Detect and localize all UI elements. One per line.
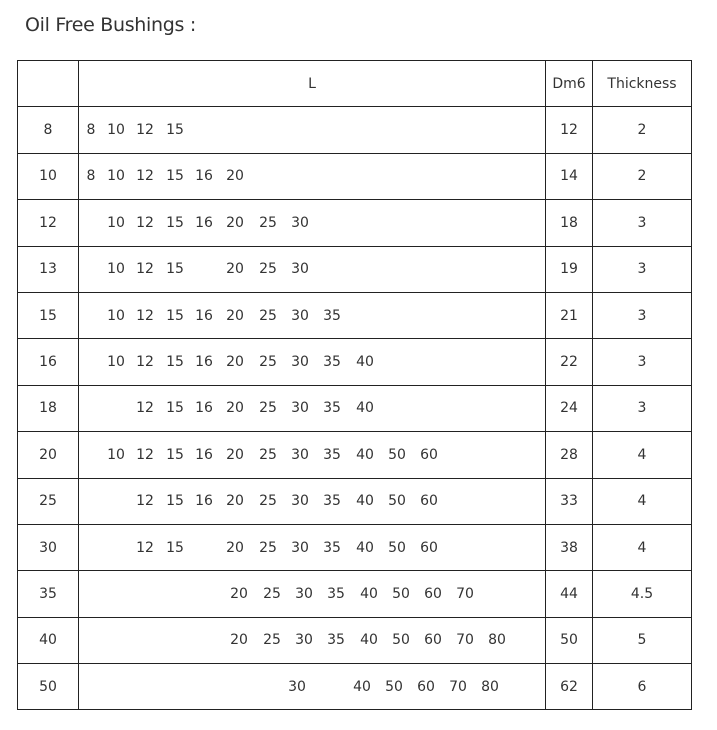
l-value: 8 [86, 168, 96, 185]
l-value: 10 [107, 122, 125, 139]
cell-thickness: 3 [593, 339, 692, 385]
l-value: 12 [136, 307, 154, 324]
cell-d: 18 [18, 386, 79, 432]
l-value: 35 [323, 307, 341, 324]
l-value: 10 [107, 307, 125, 324]
l-value: 80 [488, 632, 506, 649]
l-value: 20 [230, 585, 248, 602]
table-row [18, 339, 692, 385]
table-row [18, 432, 692, 478]
header-d [18, 61, 79, 107]
l-value: 35 [323, 539, 341, 556]
l-value: 35 [327, 585, 345, 602]
l-value: 30 [288, 678, 306, 695]
cell-thickness: 3 [593, 200, 692, 246]
l-value: 50 [385, 678, 403, 695]
l-value: 12 [136, 354, 154, 371]
cell-dm6: 12 [546, 107, 593, 153]
l-value: 50 [388, 539, 406, 556]
l-value: 40 [356, 354, 374, 371]
l-value: 60 [420, 493, 438, 510]
l-value: 30 [291, 493, 309, 510]
l-value: 30 [295, 585, 313, 602]
table-row [18, 571, 692, 617]
l-value: 12 [136, 400, 154, 417]
l-value: 20 [226, 168, 244, 185]
l-value: 20 [226, 354, 244, 371]
cell-d: 25 [18, 479, 79, 525]
l-value: 60 [417, 678, 435, 695]
cell-l [79, 571, 546, 617]
l-value: 15 [166, 539, 184, 556]
table-row [18, 525, 692, 571]
l-value: 25 [263, 632, 281, 649]
cell-dm6: 22 [546, 339, 593, 385]
l-value: 30 [291, 539, 309, 556]
l-value: 12 [136, 446, 154, 463]
cell-dm6: 62 [546, 664, 593, 710]
table-row [18, 107, 692, 153]
cell-dm6: 28 [546, 432, 593, 478]
l-value: 16 [195, 400, 213, 417]
l-value: 20 [226, 539, 244, 556]
cell-thickness: 2 [593, 154, 692, 200]
cell-d: 10 [18, 154, 79, 200]
l-value: 16 [195, 307, 213, 324]
l-value: 16 [195, 493, 213, 510]
l-value: 10 [107, 354, 125, 371]
cell-thickness: 3 [593, 293, 692, 339]
l-value: 12 [136, 168, 154, 185]
cell-dm6: 44 [546, 571, 593, 617]
cell-l [79, 293, 546, 339]
l-value: 20 [226, 307, 244, 324]
header-row [18, 61, 692, 107]
l-value: 40 [356, 493, 374, 510]
table-row [18, 386, 692, 432]
cell-l [79, 432, 546, 478]
cell-d: 16 [18, 339, 79, 385]
cell-dm6: 38 [546, 525, 593, 571]
l-value: 16 [195, 168, 213, 185]
l-value: 15 [166, 168, 184, 185]
l-value: 20 [226, 261, 244, 278]
cell-l [79, 386, 546, 432]
cell-thickness: 2 [593, 107, 692, 153]
cell-dm6: 19 [546, 247, 593, 293]
l-value: 15 [166, 493, 184, 510]
l-value: 15 [166, 261, 184, 278]
l-value: 12 [136, 214, 154, 231]
l-value: 20 [230, 632, 248, 649]
cell-thickness: 3 [593, 247, 692, 293]
cell-thickness: 4 [593, 525, 692, 571]
l-value: 30 [291, 307, 309, 324]
table-row [18, 293, 692, 339]
cell-dm6: 33 [546, 479, 593, 525]
cell-d: 50 [18, 664, 79, 710]
cell-l [79, 107, 546, 153]
cell-l [79, 618, 546, 664]
l-value: 15 [166, 400, 184, 417]
cell-thickness: 4 [593, 479, 692, 525]
l-value: 30 [291, 214, 309, 231]
cell-d: 30 [18, 525, 79, 571]
l-value: 40 [356, 400, 374, 417]
l-value: 10 [107, 261, 125, 278]
cell-dm6: 18 [546, 200, 593, 246]
l-value: 30 [295, 632, 313, 649]
l-value: 35 [323, 400, 341, 417]
l-value: 35 [323, 446, 341, 463]
cell-l [79, 479, 546, 525]
l-value: 15 [166, 307, 184, 324]
l-value: 12 [136, 261, 154, 278]
l-value: 25 [259, 493, 277, 510]
header-l: L [79, 61, 546, 107]
l-value: 25 [259, 539, 277, 556]
cell-l [79, 200, 546, 246]
l-value: 15 [166, 354, 184, 371]
l-value: 16 [195, 214, 213, 231]
l-value: 16 [195, 446, 213, 463]
l-value: 35 [327, 632, 345, 649]
table-row [18, 154, 692, 200]
l-value: 50 [388, 446, 406, 463]
l-value: 40 [353, 678, 371, 695]
header-dm6: Dm6 [546, 61, 593, 107]
l-value: 70 [456, 585, 474, 602]
l-value: 30 [291, 400, 309, 417]
cell-l [79, 339, 546, 385]
l-value: 20 [226, 214, 244, 231]
l-value: 20 [226, 446, 244, 463]
l-value: 80 [481, 678, 499, 695]
l-value: 20 [226, 400, 244, 417]
cell-dm6: 50 [546, 618, 593, 664]
l-value: 35 [323, 493, 341, 510]
l-value: 25 [259, 446, 277, 463]
cell-thickness: 4.5 [593, 571, 692, 617]
l-value: 20 [226, 493, 244, 510]
table-row [18, 618, 692, 664]
l-value: 50 [392, 632, 410, 649]
l-value: 30 [291, 446, 309, 463]
header-thickness: Thickness [593, 61, 692, 107]
cell-d: 35 [18, 571, 79, 617]
l-value: 15 [166, 214, 184, 231]
l-value: 40 [360, 585, 378, 602]
l-value: 25 [259, 354, 277, 371]
bushing-table [17, 60, 692, 710]
l-value: 16 [195, 354, 213, 371]
cell-l [79, 664, 546, 710]
cell-d: 15 [18, 293, 79, 339]
cell-d: 20 [18, 432, 79, 478]
l-value: 40 [356, 446, 374, 463]
l-value: 25 [259, 400, 277, 417]
table-row [18, 479, 692, 525]
cell-dm6: 14 [546, 154, 593, 200]
l-value: 15 [166, 122, 184, 139]
cell-l [79, 247, 546, 293]
cell-thickness: 6 [593, 664, 692, 710]
l-value: 25 [263, 585, 281, 602]
l-value: 40 [356, 539, 374, 556]
cell-thickness: 5 [593, 618, 692, 664]
l-value: 40 [360, 632, 378, 649]
l-value: 10 [107, 446, 125, 463]
l-value: 60 [420, 446, 438, 463]
table-row [18, 200, 692, 246]
l-value: 25 [259, 261, 277, 278]
cell-d: 12 [18, 200, 79, 246]
l-value: 70 [449, 678, 467, 695]
l-value: 50 [388, 493, 406, 510]
l-value: 70 [456, 632, 474, 649]
cell-l [79, 525, 546, 571]
l-value: 25 [259, 214, 277, 231]
l-value: 12 [136, 539, 154, 556]
l-value: 25 [259, 307, 277, 324]
l-value: 60 [424, 585, 442, 602]
table-row [18, 247, 692, 293]
l-value: 35 [323, 354, 341, 371]
page-title: Oil Free Bushings : [25, 14, 196, 36]
l-value: 60 [424, 632, 442, 649]
cell-dm6: 24 [546, 386, 593, 432]
l-value: 60 [420, 539, 438, 556]
cell-thickness: 3 [593, 386, 692, 432]
cell-thickness: 4 [593, 432, 692, 478]
l-value: 30 [291, 261, 309, 278]
l-value: 50 [392, 585, 410, 602]
cell-dm6: 21 [546, 293, 593, 339]
l-value: 30 [291, 354, 309, 371]
l-value: 8 [86, 122, 96, 139]
l-value: 12 [136, 122, 154, 139]
l-value: 12 [136, 493, 154, 510]
cell-d: 40 [18, 618, 79, 664]
l-value: 10 [107, 214, 125, 231]
cell-d: 13 [18, 247, 79, 293]
l-value: 15 [166, 446, 184, 463]
cell-l [79, 154, 546, 200]
table-row [18, 664, 692, 710]
cell-d: 8 [18, 107, 79, 153]
l-value: 10 [107, 168, 125, 185]
